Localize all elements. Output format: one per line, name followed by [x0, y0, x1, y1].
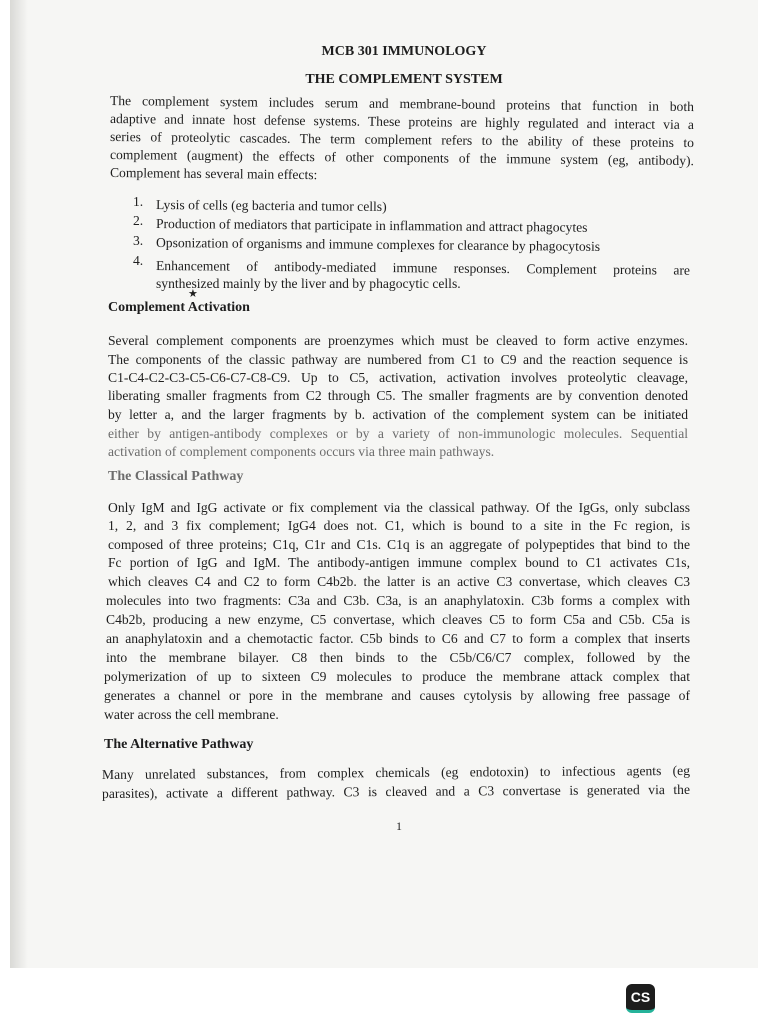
list-number: 3.	[133, 233, 144, 248]
intro-line: series of proteolytic cascades. The term complement refers to the ability of these proteins to	[109, 129, 695, 151]
list-item: Lysis of cells (eg bacteria and tumor cells)	[155, 197, 387, 215]
classical-line: Fc portion of IgG and IgM. The antibody-antigen immune complex bound to C1 activates C1s,	[108, 555, 690, 570]
list-number: 1.	[133, 194, 144, 209]
activation-line: either by antigen-antibody complexes or by a variety of non-immunologic molecules. Sequential	[108, 426, 688, 441]
classical-line: generates a channel or pore in the membrane and causes cytolysis by allowing free passage of	[104, 688, 690, 703]
activation-line: activation of complement components occurs via three main pathways.	[108, 444, 495, 459]
camscanner-badge[interactable]	[626, 984, 655, 1013]
list-number: 2.	[133, 213, 144, 228]
classical-line: which cleaves C4 and C2 to form C4b2b. the latter is an active C3 convertase, which cleaves C3	[108, 574, 690, 589]
intro-line: The complement system includes serum and membrane-bound proteins that function in both	[109, 93, 695, 115]
intro-line: complement (augment) the effects of other components of the immune system (eg, antibody).	[109, 147, 695, 169]
course-title: MCB 301 IMMUNOLOGY	[321, 44, 487, 59]
alternative-line: Many unrelated substances, from complex chemicals (eg endotoxin) to infectious agents (eg	[101, 762, 691, 782]
classical-line: 1, 2, and 3 fix complement; IgG4 does not. C1, which is bound to a site in the Fc region, is	[108, 518, 690, 533]
classical-line: polymerization of up to sixteen C9 molecules to produce the membrane attack complex that	[104, 669, 690, 684]
section-heading-alternative: The Alternative Pathway	[104, 737, 254, 752]
list-item: Production of mediators that participate in inflammation and attract phagocytes	[155, 216, 588, 235]
intro-line: adaptive and innate host defense systems. These proteins are highly regulated and interact via a	[109, 111, 695, 133]
activation-line: The components of the classic pathway are numbered from C1 to C9 and the reaction sequence is	[108, 352, 688, 367]
activation-line: liberating smaller fragments from C2 through C5. The smaller fragments are by convention denoted	[108, 388, 688, 403]
intro-line: Complement has several main effects:	[109, 165, 318, 183]
classical-line: C4b2b, producing a new enzyme, C5 convertase, which cleaves C5 to form C5a and C5b. C5a is	[106, 612, 690, 627]
alternative-line: parasites), activate a different pathway. C3 is cleaved and a C3 convertase is generated via the	[101, 781, 691, 801]
list-item-continuation: synthesized mainly by the liver and by phagocytic cells.	[156, 276, 461, 291]
classical-line: Only IgM and IgG activate or fix complement via the classical pathway. Of the IgGs, only subclass	[108, 500, 690, 515]
list-number: 4.	[133, 253, 144, 268]
page-edge-shadow	[10, 0, 28, 968]
classical-line: molecules into two fragments: C3a and C3b. C3a, is an anaphylatoxin. C3b forms a complex with	[106, 593, 690, 608]
classical-line: into the membrane bilayer. C8 then binds to the C5b/C6/C7 complex, followed by the	[106, 650, 690, 665]
classical-line: an anaphylatoxin and a chemotactic factor. C5b binds to C6 and C7 to form a complex that inserts	[106, 631, 690, 646]
classical-line: water across the cell membrane.	[104, 707, 279, 722]
star-mark: ★	[188, 288, 198, 300]
section-heading-activation: Complement Activation	[108, 300, 250, 315]
page-number: 1	[396, 819, 402, 833]
list-item: Opsonization of organisms and immune complexes for clearance by phagocytosis	[155, 235, 601, 254]
list-item: Enhancement of antibody-mediated immune responses. Complement proteins are	[155, 258, 691, 278]
section-heading-classical: The Classical Pathway	[108, 469, 244, 484]
classical-line: composed of three proteins; C1q, C1r and C1s. C1q is an aggregate of polypeptides that bind to the	[108, 537, 690, 552]
camscanner-label: CS	[630, 989, 651, 1005]
activation-line: by letter a, and the larger fragments by b. activation of the complement system can be initiated	[108, 407, 688, 422]
activation-line: Several complement components are proenzymes which must be cleaved to form active enzymes.	[108, 333, 688, 348]
document-title: THE COMPLEMENT SYSTEM	[305, 72, 503, 87]
activation-line: C1-C4-C2-C3-C5-C6-C7-C8-C9. Up to C5, activation, activation involves proteolytic cleavage,	[108, 370, 688, 385]
